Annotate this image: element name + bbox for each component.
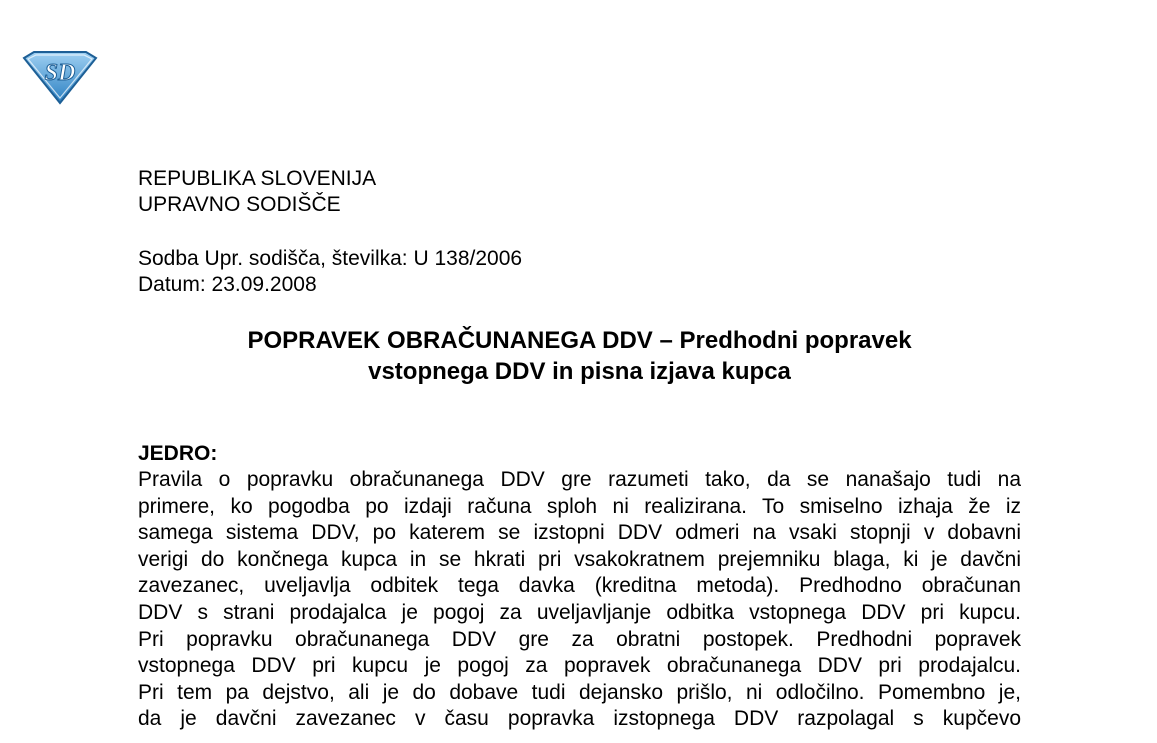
case-reference: Sodba Upr. sodišča, številka: U 138/2006: [138, 247, 523, 270]
paragraph-line: primere, ko pogodba po izdaji računa sploh ni realizirana. To smiselno izhaja že iz: [138, 494, 1021, 518]
logo-lettering: SD: [44, 60, 76, 86]
country-name: REPUBLIKA SLOVENIJA: [138, 167, 377, 190]
paragraph-line: vstopnega DDV pri kupcu je pogoj za popravek obračunanega DDV pri prodajalcu.: [138, 654, 1021, 678]
section-heading-jedro: JEDRO:: [138, 442, 218, 465]
paragraph-line: DDV s strani prodajalca je pogoj za uveljavljanje odbitka vstopnega DDV pri kupcu.: [138, 600, 1021, 624]
court-emblem-icon: [22, 50, 98, 106]
paragraph-line: verigi do končnega kupca in se hkrati pri vsakokratnem prejemniku blaga, ki je davčni: [138, 547, 1021, 571]
court-logo: [22, 50, 98, 106]
document-title-line-1: POPRAVEK OBRAČUNANEGA DDV – Predhodni popravek: [247, 327, 912, 354]
jedro-paragraph: [138, 467, 1021, 733]
judgment-date: Datum: 23.09.2008: [138, 273, 317, 296]
paragraph-line: Pri tem pa dejstvo, ali je do dobave tudi dejansko prišlo, ni odločilno. Pomembno je,: [138, 680, 1021, 704]
document-title-line-2: vstopnega DDV in pisna izjava kupca: [368, 358, 791, 385]
court-name: UPRAVNO SODIŠČE: [138, 193, 341, 216]
paragraph-line: Pri popravku obračunanega DDV gre za obratni postopek. Predhodni popravek: [138, 627, 1021, 651]
paragraph-line: Pravila o popravku obračunanega DDV gre razumeti tako, da se nanašajo tudi na: [138, 468, 1021, 491]
paragraph-line: zavezanec, uveljavlja odbitek tega davka (kreditna metoda). Predhodno obračunan: [138, 574, 1021, 598]
paragraph-line: samega sistema DDV, po katerem se izstopni DDV odmeri na vsaki stopnji v dobavni: [138, 521, 1021, 545]
paragraph-line: da je davčni zavezanec v času popravka izstopnega DDV razpolagal s kupčevo: [138, 707, 1021, 731]
